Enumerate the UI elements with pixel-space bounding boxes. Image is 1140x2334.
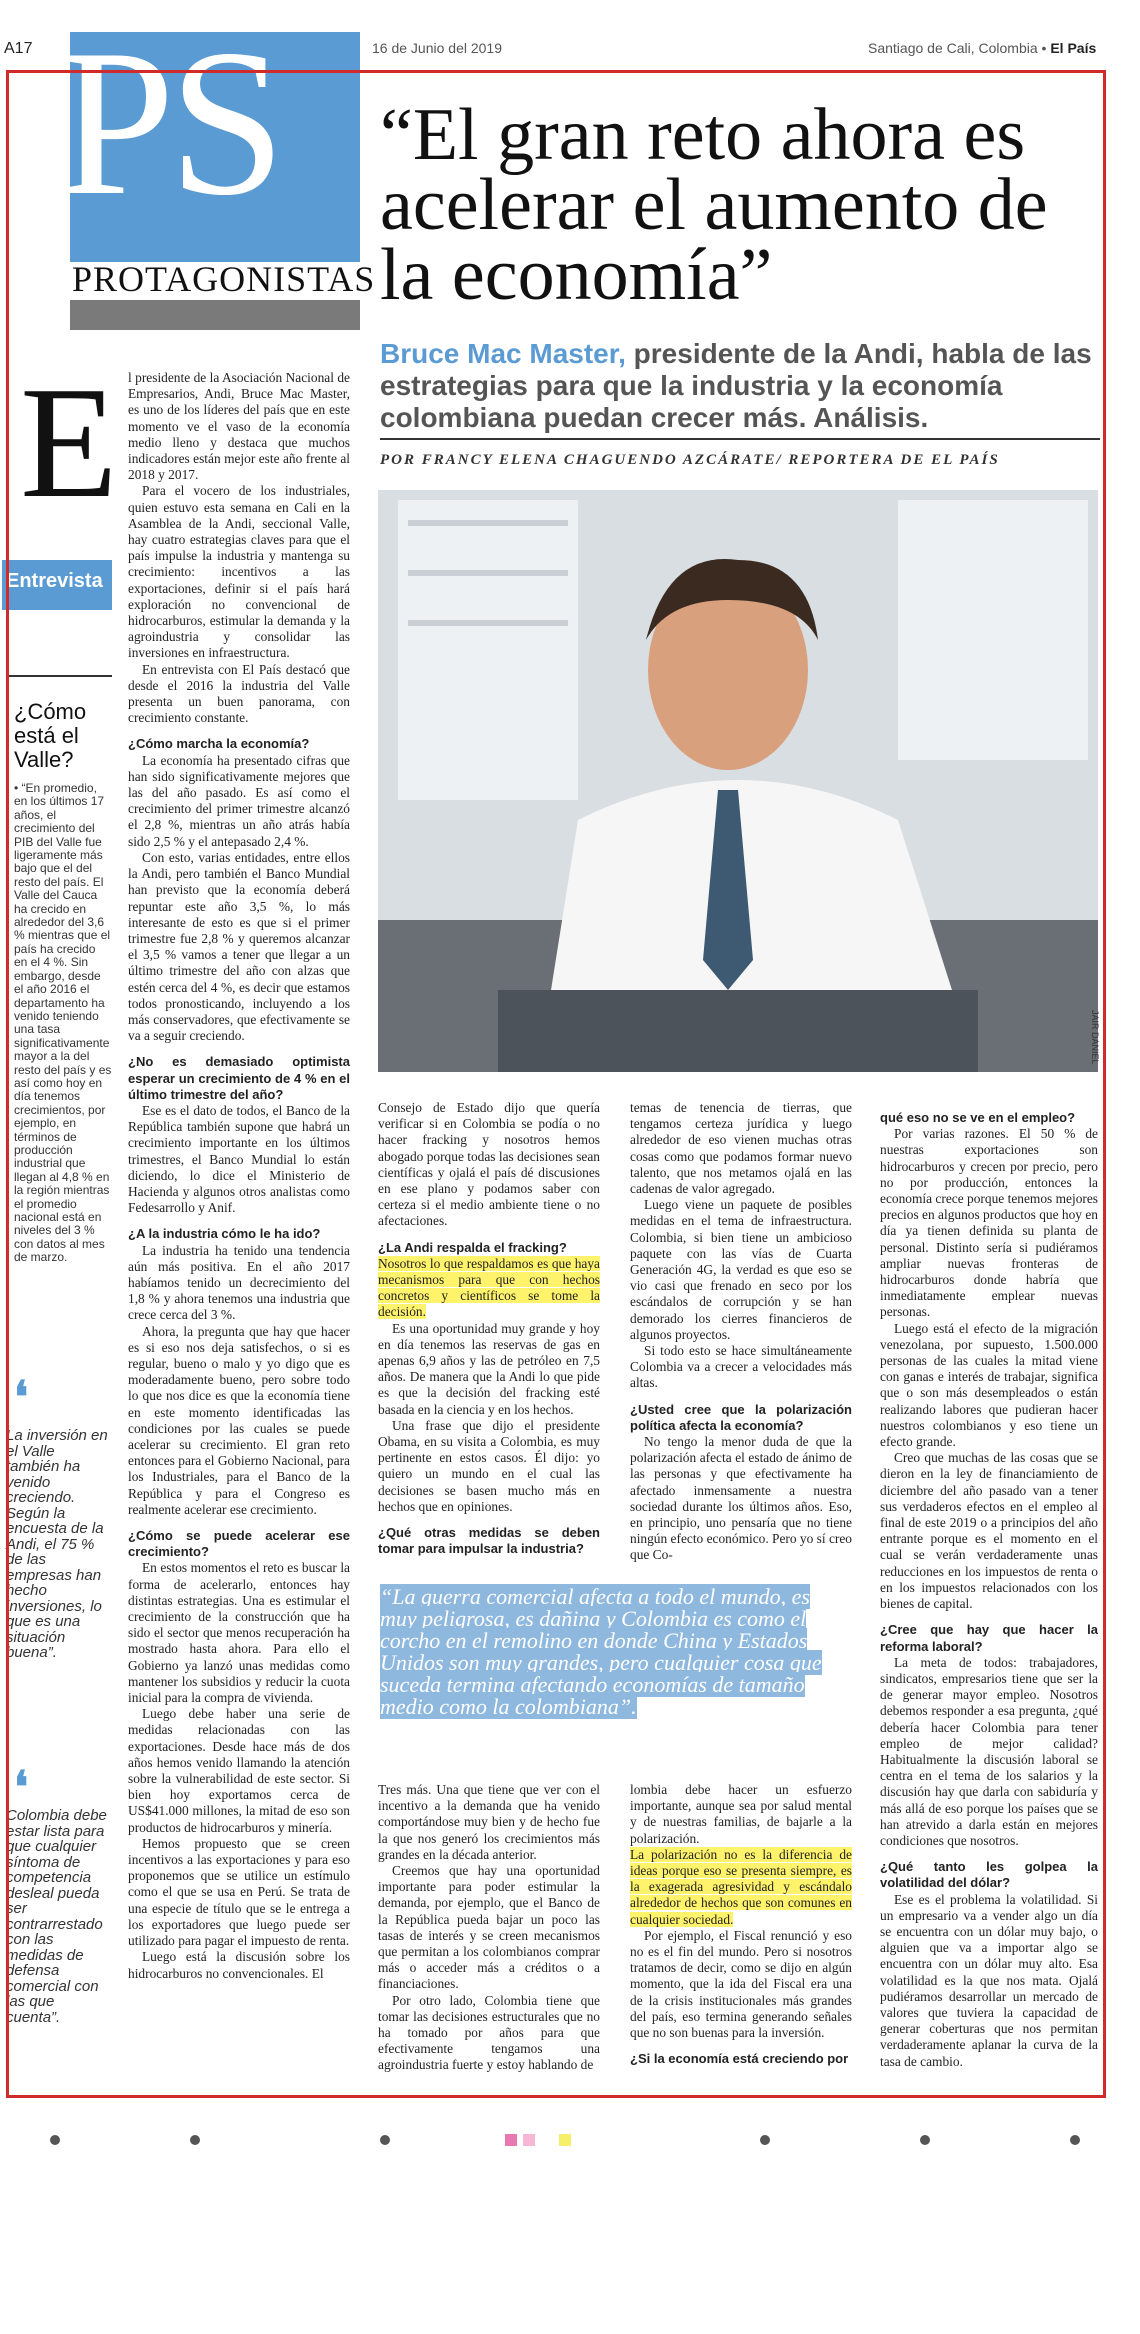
deck-text: presidente de la Andi, habla de las estrategias para que la industria y la economía colombiana puedan crecer más. Análisis.	[380, 338, 1092, 433]
article-paragraph: Luego está la discusión sobre los hidrocarburos no convencionales. El	[128, 1949, 350, 1981]
section-name: PROTAGONISTAS	[72, 259, 376, 299]
article-paragraph: La meta de todos: trabajadores, sindicatos, empresarios tiene que ser la de generar mayor empleo. Nosotros debemos responder a esa pregunta, ¿qué debería hacer Colombia para tener empleo de mejor calidad? Habitualmente la discusión laboral se centra en el tema de los salarios y la discusión hay que darla con sabiduría y más allá de eso porque los países que se han atrevido a darla están en mejores condiciones que nosotros.	[880, 1654, 1098, 1848]
article-column-2-continued	[378, 1782, 600, 2074]
portrait-illustration	[378, 490, 1098, 1072]
pull-quote	[380, 1586, 850, 1718]
interview-question: ¿No es demasiado optimista esperar un crecimiento de 4 % en el último trimestre del año?	[128, 1054, 350, 1102]
article-paragraph: Por ejemplo, el Fiscal renunció y eso no es el fin del mundo. Pero si nosotros tratamos de decir, como se dijo en algún momento, que la ida del Fiscal era una de la crisis institucionales más grandes del país, eso termina generando señales que no son buenas para la inversión.	[630, 1927, 852, 2041]
sidebar-rule	[6, 675, 112, 677]
deck-rule	[380, 438, 1100, 440]
article-paragraph: Por varias razones. El 50 % de nuestras exportaciones son hidrocarburos y crecen por precio, pero no por producción, entonces la economía crece porque tenemos mejores precios en algunos productos que hoy en día ya tienen definida su planta de personal. Distinto sería si pudiéramos ampliar nuevas fronteras de hidrocarburos donde habría que inmediatamente emplear nuevas personas.	[880, 1126, 1098, 1320]
interview-question: qué eso no se ve en el empleo?	[880, 1110, 1076, 1125]
sidebar-quote-1: La inversión en el Valle también ha venido creciendo. Según la encuesta de la Andi, el 75 % de las empresas han hecho inversiones, lo que es una situación buena”.	[6, 1427, 108, 1661]
quote-mark-icon: ❛	[14, 1373, 29, 1422]
article-paragraph: Luego debe haber una serie de medidas relacionadas con las exportaciones. Desde hace más de dos años hemos venido llamando la atención sobre la vulnerabilidad de este sector. Si bien hoy exportamos cerca de US$41.000 millones, la mitad de eso son productos de hidrocarburos y minería.	[128, 1706, 350, 1835]
interview-photo	[378, 490, 1098, 1072]
interview-question: ¿Cómo se puede acelerar ese crecimiento?	[128, 1528, 350, 1560]
article-paragraph: Una frase que dijo el presidente Obama, en su visita a Colombia, es muy pertinente en estos casos. Él dijo: yo quiero un mundo en el cual las decisiones se basen mucho más en hechos que en opiniones.	[378, 1417, 600, 1514]
highlighted-paragraph: Nosotros lo que respaldamos es que haya mecanismos para que con hechos concretos y científicos se tome la decisión.	[378, 1255, 600, 1320]
page-number: A17	[4, 40, 33, 57]
interview-question: ¿Cree que hay que hacer la reforma laboral?	[880, 1622, 1098, 1654]
article-paragraph: Luego está el efecto de la migración venezolana, por supuesto, 1.500.000 personas de las cuales la mitad viene con ganas e interés de trabajar, significa que o son más desempleados o están realizando labores que pudieran hacer nuestros colombianos y eso tiene un efecto grande.	[880, 1320, 1098, 1450]
article-paragraph: lombia debe hacer un esfuerzo importante, aunque sea por salud mental y de nuestras familias, de bajarle a la polarización.	[630, 1782, 852, 1846]
photo-credit: JAIR DANIEL	[1090, 1010, 1100, 1065]
article-paragraph: No tengo la menor duda de que la polarización afecta el estado de ánimo de las personas y que efectivamente ha afectado inmensamente a nuestra sociedad durante los últimos años. Eso, en principio, uno pensaría que no tiene ningún efecto económico. Pero yo sí creo que Co-	[630, 1434, 852, 1563]
highlighted-paragraph: La polarización no es la diferencia de ideas porque eso se presenta siempre, es la exagerada agresividad y escándalo alrededor de hechos que son comunes en cualquier sociedad.	[630, 1846, 852, 1927]
article-paragraph: Consejo de Estado dijo que quería verificar si en Colombia se podía o no hacer fracking y nosotros hemos abogado porque todas las decisiones sean científicas y ojalá el país dé discusiones en ese plano y podamos saber con certeza si el medio ambiente tiene o no afectaciones.	[378, 1100, 600, 1229]
article-column-4	[880, 1100, 1098, 2070]
article-paragraph: l presidente de la Asociación Nacional de Empresarios, Andi, Bruce Mac Master, es uno de los líderes del país que en este momento ve el vaso de la economía medio lleno y destaca que muchos indicadores están mejor este año frente al 2018 y 2017.	[128, 370, 350, 483]
dateline	[868, 40, 1096, 56]
article-paragraph: Ese es el problema la volatilidad. Si un empresario va a vender algo un día se encuentra con un dólar muy bajo, o alguien que va a importar algo se encuentra con un dólar muy alto. Esa volatilidad es la que nos mata. Ojalá pudiéramos desarrollar un mercado de valores que tuviera la capacidad de generar coberturas que nos permitan verdaderamente aplanar la curva de la tasa de cambio.	[880, 1891, 1098, 2069]
interview-question: ¿La Andi respalda el fracking?	[378, 1239, 567, 1255]
article-paragraph: Tres más. Una que tiene que ver con el incentivo a la demanda que ha venido comportándose muy bien y de hecho fue la que nos generó los crecimientos más grandes en la década anterior.	[378, 1782, 600, 1862]
interview-question: ¿A la industria cómo le ha ido?	[128, 1226, 321, 1242]
article-paragraph: Con esto, varias entidades, entre ellos la Andi, pero también el Banco Mundial han previsto que la economía deberá repuntar este año 3,5 %, lo más interesante de esto es que si el primer trimestre fue 2,8 % y queremos alcanzar el 3,5 % vamos a tener que llegar a un último trimestre del año con alzas que estén cerca del 4 %, es decir que estamos todos pronosticando, incluyendo a los más conservadores, que efectivamente se va a seguir creciendo.	[128, 849, 350, 1044]
article-paragraph: Luego viene un paquete de posibles medidas en el tema de infraestructura. Colombia, si bien tiene un ambicioso paquete con las vías de Cuarta Generación 4G, la verdad es que eso se vio casi que frenado en seco por los escándalos de corrupción y se han demorado los cierres financieros de algunos proyectos.	[630, 1197, 852, 1342]
article-paragraph: Si todo esto se hace simultáneamente Colombia va a crecer a velocidades más altas.	[630, 1343, 852, 1391]
deck-name: Bruce Mac Master,	[380, 338, 626, 369]
sidebar-body: • “En promedio, en los últimos 17 años, el crecimiento del PIB del Valle fue ligeramente más bajo que el del resto del país. El Valle del Cauca ha crecido en alrededor del 3,6 % mientras que el país ha crecido en el 4 %. Sin embargo, desde el año 2016 el departamento ha venido teniendo una tasa significativamente mayor a la del resto del país y es así como hoy en día tenemos crecimientos, por ejemplo, en términos de producción industrial que llegan al 4,8 % en la región mientras el promedio nacional está en niveles del 3 % con datos al mes de marzo.	[14, 781, 112, 1265]
article-paragraph: La economía ha presentado cifras que han sido significativamente mejores que las del año pasado. Es así como el crecimiento del primer trimestre alcanzó el 2,8 %, mientras un año atrás había sido 2,5 % y el antepasado 2,4 %.	[128, 752, 350, 849]
interview-question: ¿Qué otras medidas se deben tomar para impulsar la industria?	[378, 1525, 600, 1557]
article-column-3-continued	[630, 1782, 852, 2067]
section-logo-letters: PS	[58, 7, 280, 239]
deck	[380, 338, 1100, 434]
article-paragraph: Por otro lado, Colombia tiene que tomar las decisiones estructurales que no ha tomado por años para que efectivamente tengamos una agroindustria fuerte y estoy hablando de	[378, 1992, 600, 2073]
interview-question: ¿Qué tanto les golpea la volatilidad del dólar?	[880, 1859, 1098, 1891]
article-paragraph: Ese es el dato de todos, el Banco de la República también supone que habrá un crecimiento importante en los últimos trimestres, el Banco Mundial lo están diciendo, lo dice el Ministerio de Hacienda y algunos otros analistas como Fedesarrollo y Anif.	[128, 1102, 350, 1216]
interview-question: ¿Si la economía está creciendo por	[630, 2051, 849, 2067]
pull-quote-text: “La guerra comercial afecta a todo el mundo, es muy peligrosa, es dañina y Colombia es como el corcho en el remolino en donde China y Estados Unidos son muy grandes, pero cualquier cosa que suceda termina afectando economías de tamaño medio como la colombiana”.	[380, 1584, 822, 1719]
article-paragraph: En estos momentos el reto es buscar la forma de acelerarlo, entonces hay distintas estrategias. Una es estimular el crecimiento de la construcción que ha sido el sector que menos recuperación ha mostrado hasta ahora. Para ello el Gobierno ya lanzó unas medidas como mantener los subsidios y reducir la cuota inicial para la compra de vivienda.	[128, 1560, 350, 1706]
article-paragraph: Es una oportunidad muy grande y hoy en día tenemos las reservas de gas en apenas 6,9 años y las de petróleo en 7,5 años. De manera que la Andi lo que pide es que la decisión del fracking esté basada en la ciencia y en los hechos.	[378, 1320, 600, 1417]
article-column-2	[378, 1100, 600, 1557]
byline: POR FRANCY ELENA CHAGUENDO AZCÁRATE/ REPORTERA DE EL PAÍS	[380, 452, 1000, 468]
drop-cap: E	[20, 353, 118, 531]
print-registration-marks	[45, 2130, 1095, 2150]
sidebar-title: ¿Cómo está el Valle?	[14, 699, 87, 772]
article-paragraph: Hemos propuesto que se creen incentivos a las exportaciones y para eso proponemos que se utilice un estímulo como el que se usa en Perú. Se trata de una especie de título que se le entrega a los exportadores que luego puede ser utilizado para pagar el impuesto de renta.	[128, 1835, 350, 1949]
article-paragraph: Ahora, la pregunta que hay que hacer es si eso nos deja satisfechos, o si es regular, bueno o malo y yo digo que es moderadamente bueno, pero sobre todo lo que nos dice es que la economía tiene en este momento identificadas las condiciones por las cuales se puede acelerar su crecimiento. El gran reto entonces para el Gobierno Nacional, para los Industriales, para el Banco de la República y para el Congreso es realmente acelerar ese crecimiento.	[128, 1323, 350, 1517]
interview-question: ¿Usted cree que la polarización política afecta la economía?	[630, 1401, 852, 1433]
section-tag: Entrevista	[6, 570, 103, 592]
article-column-1	[128, 370, 350, 1982]
paper-name: El País	[1050, 40, 1097, 56]
article-column-3	[630, 1100, 852, 1564]
article-paragraph: temas de tenencia de tierras, que tengamos certeza jurídica y luego alrededor de eso vienen muchas otras cosas como que podamos formar nuevo talento, que nos metamos ojalá en las cadenas de valor agregado.	[630, 1100, 852, 1197]
quote-mark-icon: ❛	[14, 1763, 29, 1812]
article-paragraph: Creo que muchas de las cosas que se dieron en la ley de financiamiento de diciembre del año pasado van a tener sus verdaderos efectos en el empleo al final de este 2019 o a principios del año entrante porque es el momento en el cual se verán verdaderamente unas reducciones en los impuestos de renta o en los impuestos relacionados con los bienes de capital.	[880, 1450, 1098, 1612]
issue-date: 16 de Junio del 2019	[372, 40, 502, 56]
dateline-location: Santiago de Cali, Colombia •	[868, 40, 1047, 56]
sidebar-quote-2: Colombia debe estar lista para que cualquier síntoma de competencia desleal pueda ser contrarrestado con las medidas de defensa comercial con las que cuenta”.	[6, 1807, 107, 2026]
article-paragraph: Para el vocero de los industriales, quien estuvo esta semana en Cali en la Asamblea de la Andi, seccional Valle, hay cuatro estrategias claves para que el país impulse la industria y mantenga su crecimiento: incentivos a las exportaciones, definir si el país hará exploración no convencional de hidrocarburos, estimular la demanda y la agroindustria y consolidar las inversiones en infraestructura.	[128, 483, 350, 661]
article-paragraph: La industria ha tenido una tendencia aún más positiva. En el año 2017 habíamos tenido un decrecimiento del 1,8 % y ahora tenemos una industria que crece cerca del 3 %.	[128, 1242, 350, 1323]
headline: “El gran reto ahora es acelerar el aumento de la economía”	[380, 94, 1048, 316]
section-logo-gray-bar	[70, 300, 360, 330]
interview-question: ¿Cómo marcha la economía?	[128, 736, 310, 752]
article-paragraph: Creemos que hay una oportunidad importante para poder estimular la demanda, por ejemplo, que el Banco de la República pueda bajar un poco las tasas de interés y se creen mecanismos que permitan a los colombianos comprar más o acceder más a créditos o a financiaciones.	[378, 1863, 600, 1992]
article-paragraph: En entrevista con El País destacó que desde el 2016 la industria del Valle presenta un buen panorama, con crecimiento constante.	[128, 661, 350, 726]
